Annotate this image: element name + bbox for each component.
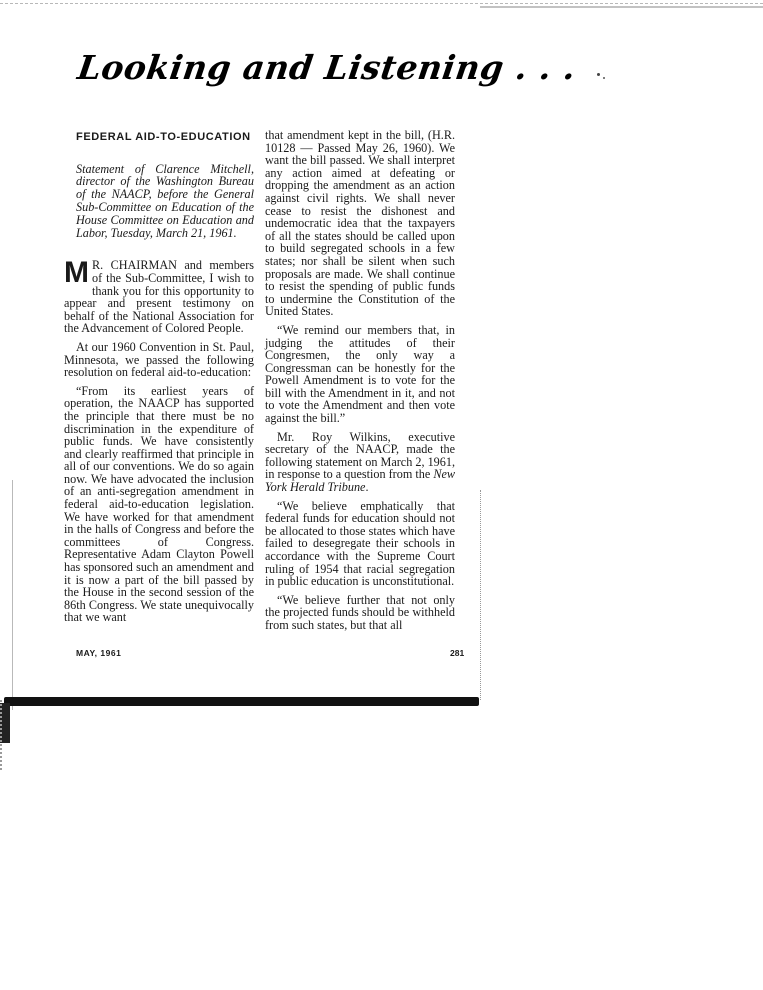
paragraph: “We remind our members that, in judging the attitudes of their Congresmen, the only way a Congressman can be honestly for the Powell Amendment is to vote for the bill with the Amendment in it, and not to vote the Amendment and then vote against the bill.” — [265, 322, 455, 426]
drop-cap: M — [64, 256, 89, 290]
paragraph — [64, 256, 254, 336]
paragraph-text: R. CHAIRMAN and members of the Sub-Committee, I wish to thank you for this opportunity to appear and present testimony on behalf of the National Association for the Advancement of Colored People. — [64, 258, 254, 336]
paragraph: that amendment kept in the bill, (H.R. 10128 — Passed May 26, 1960). We want the bill passed. We shall interpret any action aimed at defeating or dropping the amendment as an action against civil rights. We shall never cease to resist the dishonest and undemocratic idea that the taxpayers of all the states should be called upon to build segregated schools in a few states; nor shall be silent when such proposals are made. We shall continue to resist the spending of public funds to undermine the Constitution of the United States. — [265, 128, 455, 319]
scan-edge-marks — [0, 700, 5, 770]
section-title: FEDERAL AID-TO-EDUCATION — [76, 131, 251, 143]
page-heading: Looking and Listening . . . — [75, 48, 579, 87]
scan-margin-line — [480, 490, 481, 700]
page-edge-rule — [4, 697, 479, 706]
paragraph-text: Mr. Roy Wilkins, executive secretary of the NAACP, made the following statement on March 2, 1961, in response to a question from the — [265, 429, 455, 482]
scan-top-shadow — [480, 6, 763, 8]
right-column — [265, 129, 455, 638]
paragraph: At our 1960 Convention in St. Paul, Minnesota, we passed the following resolution on federal aid-to-education: — [64, 339, 254, 380]
newspaper-name: New York Herald Tribune — [265, 467, 455, 495]
paragraph — [265, 431, 455, 494]
scan-top-rule — [0, 3, 763, 4]
left-column — [64, 131, 254, 630]
intro-statement: Statement of Clarence Mitchell, director of the Washington Bureau of the NAACP, before the General Sub-Committee on Education of the House Committee on Education and Labor, Tuesday, March 21, 1961. — [76, 161, 254, 240]
scan-speck — [603, 77, 605, 79]
scan-speck — [597, 73, 600, 76]
paragraph: “We believe emphatically that federal funds for education should not be allocated to those states which have failed to desegregate their schools in accordance with the Supreme Court ruling of 1954 that racial segregation in public education is unconstitutional. — [265, 498, 455, 589]
page-number: 281 — [450, 648, 465, 658]
scan-margin-line — [12, 480, 13, 710]
paragraph: “From its earliest years of operation, the NAACP has supported the principle that there must be no discrimination in the expenditure of public funds. We have consistently and clearly reaffirmed that principle in all of our conventions. We do so again now. We have advocated the inclusion of an anti-segregation amendment in federal aid-to-education legislation. We have worked for that amendment in the halls of Congress and before the committees of Congress. Representative Adam Clayton Powell has sponsored such an amendment and it is now a part of the bill passed by the House in the second session of the 86th Congress. We state unequivocally that we want — [64, 383, 254, 625]
paragraph-text: . — [365, 480, 369, 495]
paragraph: “We believe further that not only the projected funds should be withheld from such states, but that all — [265, 592, 455, 632]
footer-date: MAY, 1961 — [76, 648, 122, 658]
